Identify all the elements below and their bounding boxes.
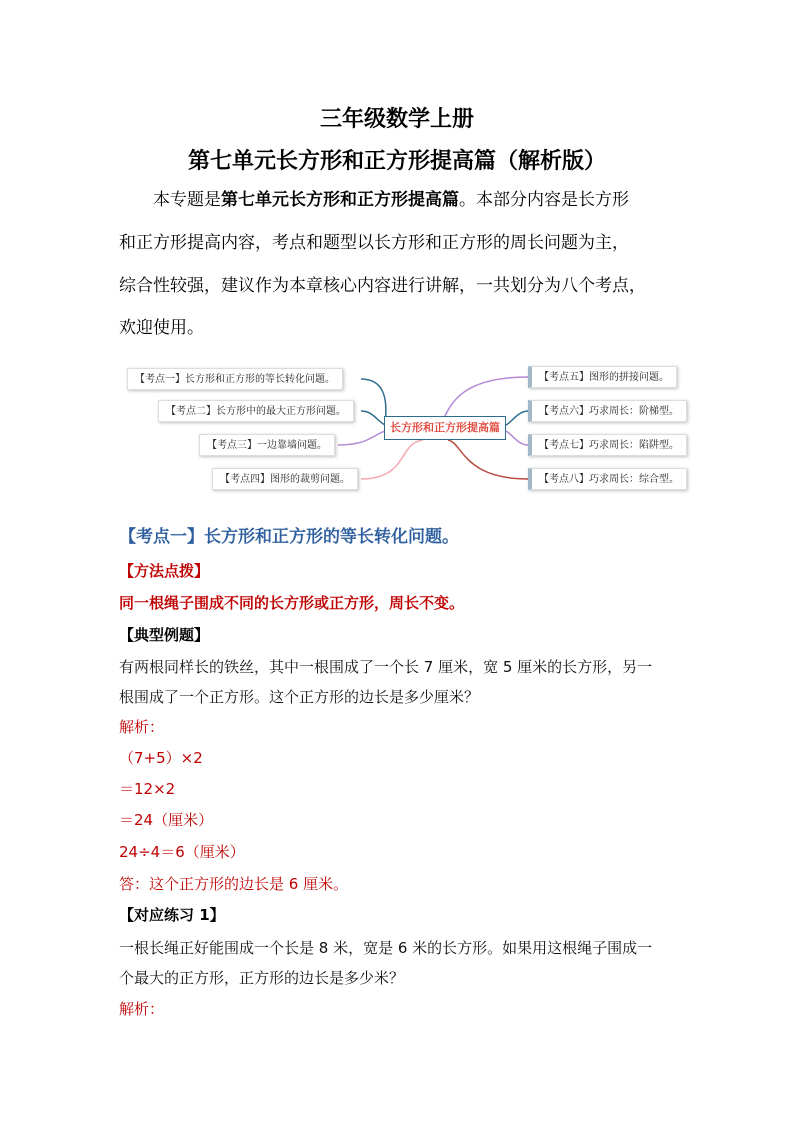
analysis-label: 解析：	[119, 718, 165, 736]
intro-line-2: 和正方形提高内容，考点和题型以长方形和正方形的周长问题为主，	[119, 233, 629, 253]
intro-bold-topic: 第七单元长方形和正方形提高篇	[221, 190, 459, 210]
intro-text: 。本部分内容是长方形	[459, 190, 629, 210]
method-label: 【方法点拨】	[119, 562, 210, 580]
connector-4	[361, 440, 423, 479]
connector-1	[361, 379, 386, 428]
connector-2	[361, 411, 385, 425]
section-heading: 【考点一】长方形和正方形的等长转化问题。	[119, 527, 459, 547]
mindmap-node-left-1: 【考点一】长方形和正方形的等长转化问题。	[127, 368, 343, 390]
intro-line-1	[119, 190, 679, 210]
mindmap-node-left-3: 【考点三】一边靠墙问题。	[199, 434, 335, 456]
answer-text: 答：这个正方形的边长是 6 厘米。	[119, 875, 349, 893]
intro-line-3: 综合性较强，建议作为本章核心内容进行讲解，一共划分为八个考点，	[119, 276, 646, 296]
example-text-line-2: 根围成了一个正方形。这个正方形的边长是多少厘米？	[119, 688, 480, 706]
solution-step-3: ＝24（厘米）	[119, 811, 214, 829]
intro-text: 本专题是	[153, 190, 221, 210]
practice-text-line-1: 一根长绳正好能围成一个长是 8 米，宽是 6 米的长方形。如果用这根绳子围成一	[119, 939, 653, 957]
document-title: 三年级数学上册	[319, 107, 474, 132]
document-subtitle: 第七单元长方形和正方形提高篇（解析版）	[187, 149, 606, 174]
connector-5	[445, 377, 528, 416]
mindmap-node-left-4: 【考点四】图形的裁剪问题。	[212, 468, 358, 490]
solution-step-4: 24÷4＝6（厘米）	[119, 843, 245, 861]
mindmap-node-right-3: 【考点七】巧求周长：陷阱型。	[528, 434, 687, 456]
mindmap-node-right-4: 【考点八】巧求周长：综合型。	[528, 468, 687, 490]
connector-6	[506, 411, 528, 425]
practice-analysis-label: 解析：	[119, 1000, 165, 1018]
mindmap-node-left-2: 【考点二】长方形中的最大正方形问题。	[158, 400, 354, 422]
mind-map	[123, 359, 693, 494]
connector-8	[448, 440, 528, 479]
method-text: 同一根绳子围成不同的长方形或正方形，周长不变。	[119, 594, 465, 612]
example-text-line-1: 有两根同样长的铁丝，其中一根围成了一个长 7 厘米，宽 5 厘米的长方形，另一	[119, 658, 653, 676]
connector-7	[506, 431, 528, 445]
mindmap-node-right-1: 【考点五】图形的拼接问题。	[528, 366, 677, 388]
practice-label: 【对应练习 1】	[119, 906, 225, 924]
example-label: 【典型例题】	[119, 626, 210, 644]
practice-text-line-2: 个最大的正方形，正方形的边长是多少米？	[119, 969, 405, 987]
mindmap-center-node: 长方形和正方形提高篇	[384, 416, 506, 440]
mindmap-node-right-2: 【考点六】巧求周长：阶梯型。	[528, 400, 687, 422]
solution-step-2: ＝12×2	[119, 780, 176, 798]
solution-step-1: （7+5）×2	[119, 749, 203, 767]
connector-3	[338, 431, 385, 445]
intro-line-4: 欢迎使用。	[119, 318, 204, 338]
